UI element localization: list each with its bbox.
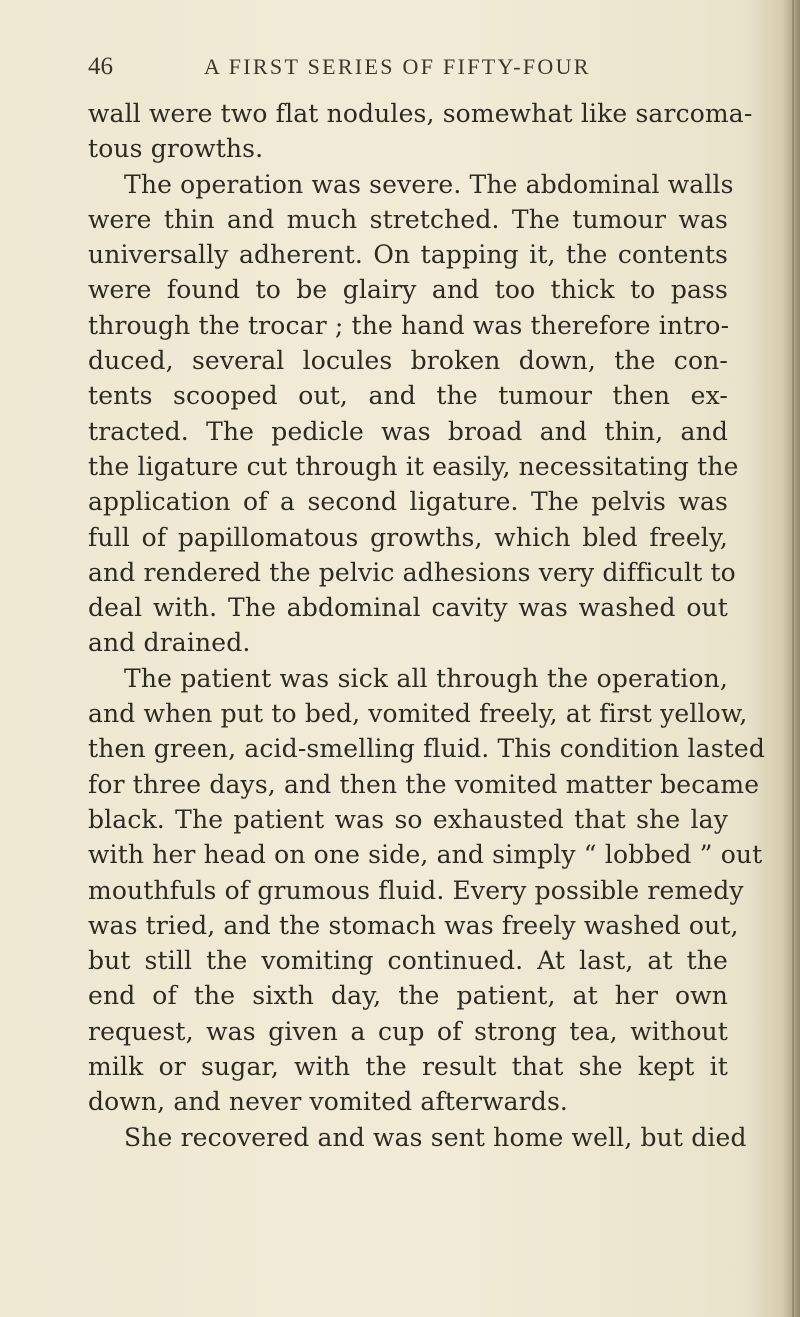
- text-line: down, and never vomited afterwards.: [88, 1087, 569, 1117]
- text-line: were found to be glairy and too thick to pass: [88, 275, 728, 305]
- page-number: 46: [88, 53, 113, 80]
- running-head: A FIRST SERIES OF FIFTY-FOUR: [204, 54, 591, 79]
- text-line: wall were two flat nodules, somewhat like sarcoma-: [88, 99, 753, 128]
- text-line: was tried, and the stomach was freely washed out,: [88, 910, 739, 940]
- body-text: [88, 96, 766, 1155]
- text-line: but still the vomiting continued. At last, at the: [88, 946, 728, 976]
- page-edge-line: [792, 0, 794, 1317]
- text-line: full of papillomatous growths, which bled freely,: [88, 522, 728, 552]
- page-edge-shadow: [782, 0, 800, 1317]
- text-line: The patient was sick all through the operation,: [124, 663, 728, 693]
- page-header: [88, 50, 726, 84]
- text-line: She recovered and was sent home well, but died: [124, 1122, 747, 1152]
- text-line: through the trocar ; the hand was therefore intro-: [88, 310, 730, 340]
- text-line: duced, several locules broken down, the con-: [88, 346, 728, 376]
- text-line: milk or sugar, with the result that she kept it: [88, 1052, 728, 1082]
- text-line: tents scooped out, and the tumour then ex-: [88, 381, 728, 411]
- text-line: were thin and much stretched. The tumour was: [88, 204, 728, 234]
- text-line: the ligature cut through it easily, necessitating the: [88, 451, 739, 481]
- text-line: tous growths.: [88, 134, 264, 164]
- text-line: end of the sixth day, the patient, at her own: [88, 981, 728, 1011]
- text-line: tracted. The pedicle was broad and thin, and: [88, 416, 728, 446]
- text-line: request, was given a cup of strong tea, without: [88, 1016, 728, 1046]
- text-line: and drained.: [88, 628, 251, 658]
- text-line: deal with. The abdominal cavity was washed out: [88, 593, 728, 623]
- text-line: application of a second ligature. The pelvis was: [88, 487, 728, 517]
- text-line: for three days, and then the vomited matter became: [88, 769, 760, 799]
- text-line: with her head on one side, and simply “ lobbed ” out: [88, 840, 763, 870]
- text-line: The operation was severe. The abdominal walls: [124, 169, 734, 199]
- text-line: mouthfuls of grumous fluid. Every possible remedy: [88, 875, 744, 905]
- text-line: then green, acid-smelling fluid. This condition lasted: [88, 734, 766, 764]
- text-line: black. The patient was so exhausted that she lay: [88, 804, 728, 834]
- text-line: universally adherent. On tapping it, the contents: [88, 240, 728, 270]
- text-line: and rendered the pelvic adhesions very difficult to: [88, 557, 736, 587]
- text-line: and when put to bed, vomited freely, at first yellow,: [88, 699, 748, 729]
